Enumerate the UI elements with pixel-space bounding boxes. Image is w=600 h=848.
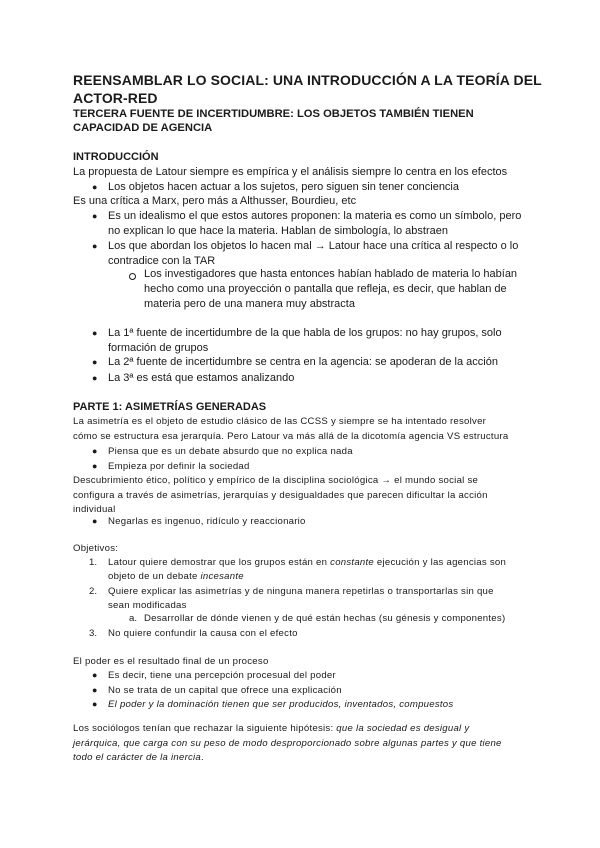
bullet-marker: ●: [92, 328, 98, 338]
objetivo-2-line-2: sean modificadas: [108, 600, 187, 611]
intro-bullet-2-line-1: Es un idealismo el que estos autores proponen: la materia es como un símbolo, pero: [108, 210, 522, 222]
objetivo-1-line-2: objeto de un debate incesante: [108, 571, 244, 582]
intro-bullet-3-line-2: contradice con la TAR: [108, 255, 216, 267]
bullet-marker: ●: [92, 182, 98, 192]
section-heading-parte-1: PARTE 1: ASIMETRÍAS GENERADAS: [73, 401, 267, 413]
part1-bullet-2: Empieza por definir la sociedad: [108, 461, 250, 472]
intro-sub-bullet-line-3: materia pero de una manera muy abstracta: [144, 298, 355, 310]
poder-bullet-2: No se trata de un capital que ofrece una explicación: [108, 685, 342, 696]
bullet-marker: ●: [92, 699, 98, 709]
intro-bullet-3-line-1: Los que abordan los objetos lo hacen mal → Latour hace una crítica al respecto o lo: [108, 240, 519, 252]
intro-sub-bullet-line-2: hecho como una proyección o pantalla que refleja, es decir, que hablan de: [144, 283, 507, 295]
objetivos-label: Objetivos:: [73, 543, 119, 554]
sub-bullet-circle-icon: [129, 273, 136, 280]
bullet-marker: ●: [92, 241, 98, 251]
list-number-3: 3.: [89, 628, 98, 639]
final-paragraph-line-2: jerárquica, que carga con su peso de modo desproporcionado sobre algunas partes y que tiene: [73, 738, 502, 749]
intro-bullet-4-line-2: formación de grupos: [108, 342, 209, 354]
list-letter-a: a.: [129, 613, 138, 624]
objetivo-1-line-1: Latour quiere demostrar que los grupos están en constante ejecución y las agencias son: [108, 557, 507, 568]
list-number-1: 1.: [89, 557, 98, 568]
document-subtitle-line-1: TERCERA FUENTE DE INCERTIDUMBRE: LOS OBJETOS TAMBIÉN TIENEN: [73, 108, 474, 120]
intro-bullet-5: La 2ª fuente de incertidumbre se centra en la agencia: se apoderan de la acción: [108, 356, 498, 368]
part1-bullet-3: Negarlas es ingenuo, ridículo y reaccionario: [108, 516, 306, 527]
bullet-marker: ●: [92, 211, 98, 221]
bullet-marker: ●: [92, 670, 98, 680]
poder-bullet-1: Es decir, tiene una percepción procesual del poder: [108, 670, 336, 681]
list-number-2: 2.: [89, 586, 98, 597]
final-paragraph-line-1: Los sociólogos tenían que rechazar la siguiente hipótesis: que la sociedad es desigual y: [73, 723, 470, 734]
bullet-marker: ●: [92, 461, 98, 471]
bullet-marker: ●: [92, 373, 98, 383]
intro-paragraph-2: Es una crítica a Marx, pero más a Althusser, Bourdieu, etc: [73, 195, 357, 207]
poder-bullet-3: El poder y la dominación tienen que ser producidos, inventados, compuestos: [108, 699, 454, 710]
part1-paragraph-1-line-2: cómo se estructura esa jerarquía. Pero Latour va más allá de la dicotomía agencia VS estructura: [73, 431, 509, 442]
bullet-marker: ●: [92, 357, 98, 367]
document-title-line-1: REENSAMBLAR LO SOCIAL: UNA INTRODUCCIÓN A LA TEORÍA DEL: [73, 72, 542, 88]
bullet-marker: ●: [92, 685, 98, 695]
document-subtitle-line-2: CAPACIDAD DE AGENCIA: [73, 122, 213, 134]
final-paragraph-line-3: todo el carácter de la inercia.: [73, 752, 204, 763]
intro-bullet-2-line-2: no explican lo que hace la materia. Hablan de simbología, lo abstraen: [108, 225, 448, 237]
objetivo-3: No quiere confundir la causa con el efecto: [108, 628, 298, 639]
part1-paragraph-2-line-3: individual: [73, 504, 116, 515]
poder-paragraph: El poder es el resultado final de un proceso: [73, 656, 269, 667]
bullet-marker: ●: [92, 446, 98, 456]
section-heading-introduccion: INTRODUCCIÓN: [73, 151, 159, 163]
part1-paragraph-2-line-1: Descubrimiento ético, político y empírico de la disciplina sociológica → el mundo social se: [73, 475, 479, 486]
part1-paragraph-1-line-1: La asimetría es el objeto de estudio clásico de las CCSS y siempre se ha intentado resolver: [73, 416, 487, 427]
intro-sub-bullet-line-1: Los investigadores que hasta entonces habían hablado de materia lo habían: [144, 268, 518, 280]
part1-bullet-1: Piensa que es un debate absurdo que no explica nada: [108, 446, 353, 457]
bullet-marker: ●: [92, 516, 98, 526]
objetivo-2-line-1: Quiere explicar las asimetrías y de ninguna manera repetirlas o transportarlas sin que: [108, 586, 494, 597]
intro-paragraph-1: La propuesta de Latour siempre es empírica y el análisis siempre lo centra en los efectos: [73, 166, 508, 178]
intro-bullet-1: Los objetos hacen actuar a los sujetos, pero siguen sin tener conciencia: [108, 181, 459, 193]
intro-bullet-6: La 3ª es está que estamos analizando: [108, 372, 295, 384]
part1-paragraph-2-line-2: configura a través de asimetrías, jerarquías y desigualdades que parecen dificultar la acción: [73, 490, 488, 501]
intro-bullet-4-line-1: La 1ª fuente de incertidumbre de la que habla de los grupos: no hay grupos, solo: [108, 327, 502, 339]
document-title-line-2: ACTOR-RED: [73, 90, 158, 106]
objetivo-2a: Desarrollar de dónde vienen y de qué están hechas (su génesis y componentes): [144, 613, 506, 624]
